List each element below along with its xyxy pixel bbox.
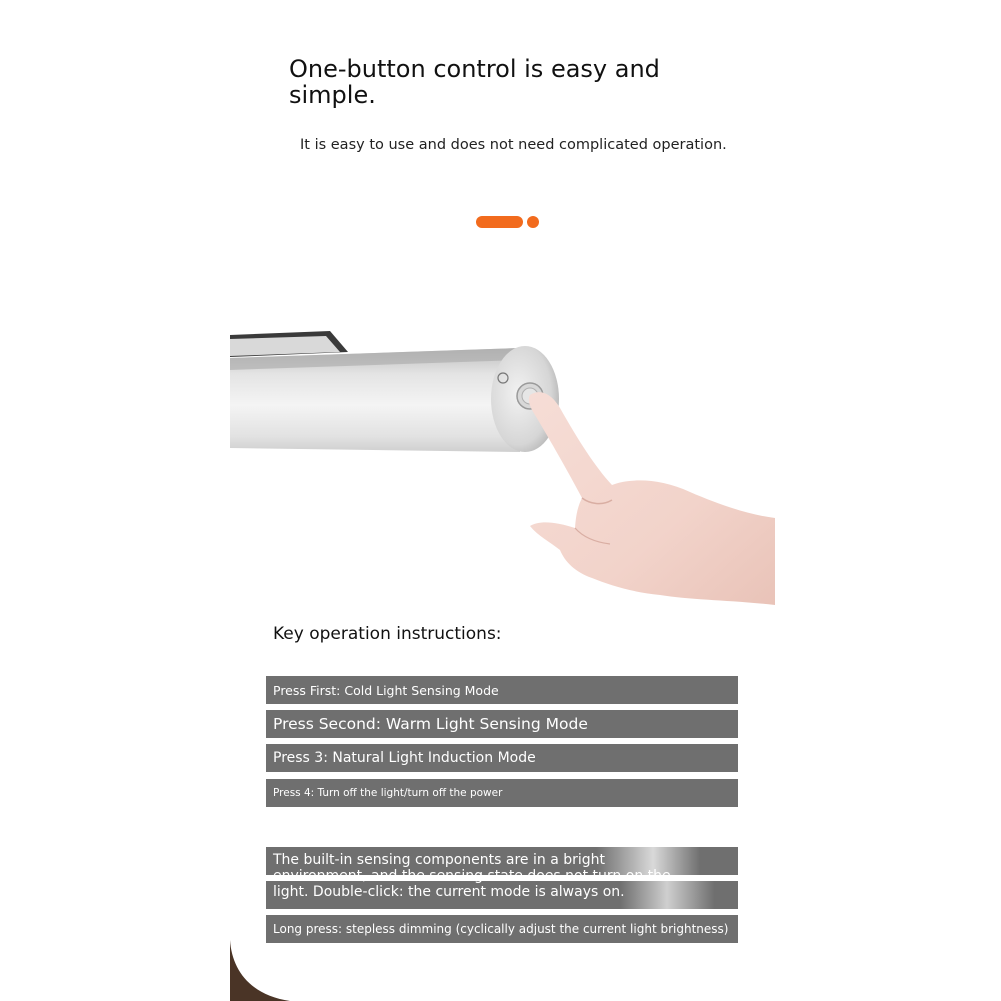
pagination-dot-icon <box>527 216 539 228</box>
instructions-heading: Key operation instructions: <box>273 624 502 644</box>
instruction-row-2: Press Second: Warm Light Sensing Mode <box>266 710 738 738</box>
page-subtitle: It is easy to use and does not need complicated operation. <box>300 137 727 153</box>
product-illustration <box>230 300 775 610</box>
instruction-row-1: Press First: Cold Light Sensing Mode <box>266 676 738 704</box>
pagination-bar <box>476 216 523 228</box>
instruction-row-4: Press 4: Turn off the light/turn off the power <box>266 779 738 807</box>
sensing-note-block <box>266 847 738 909</box>
sensing-note-text: The built-in sensing components are in a bright environment, and the sensing state does not turn on the light. Double-click: the current mode is always on. <box>273 852 671 900</box>
finger-icon <box>529 392 775 605</box>
light-bar-image <box>230 346 559 452</box>
long-press-row: Long press: stepless dimming (cyclically adjust the current light brightness) <box>266 915 738 943</box>
instruction-row-3: Press 3: Natural Light Induction Mode <box>266 744 738 772</box>
magnet-mount-image <box>230 331 348 357</box>
corner-decoration <box>230 940 290 1001</box>
page-title: One-button control is easy and simple. <box>289 55 660 109</box>
